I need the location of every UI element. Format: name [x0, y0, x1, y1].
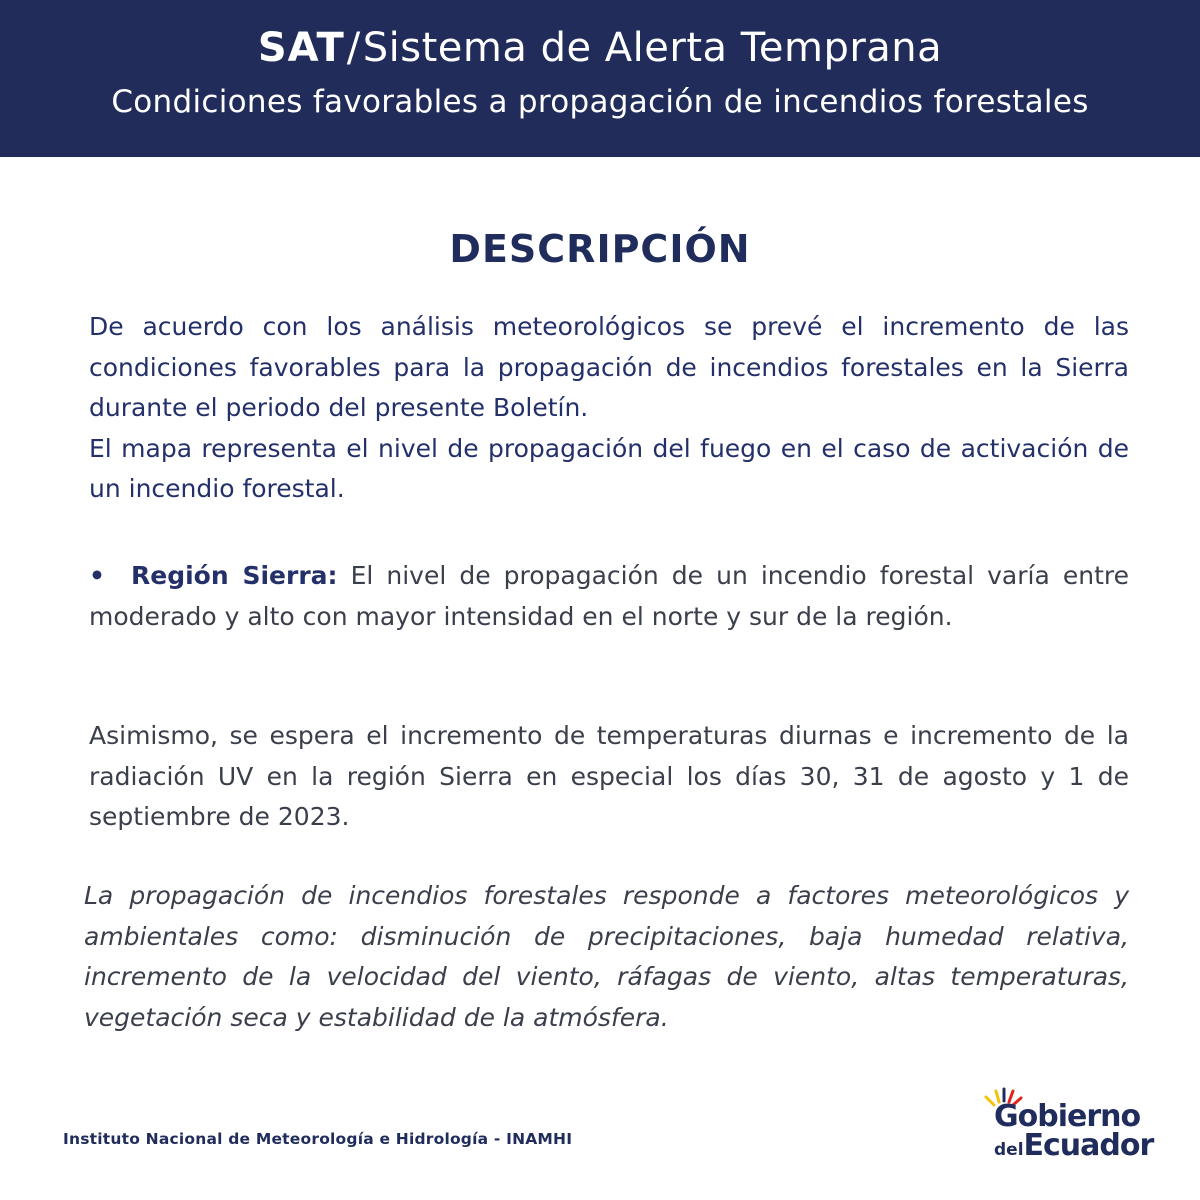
section-title: DESCRIPCIÓN	[449, 227, 751, 271]
logo-text-ecuador-word: Ecuador	[1023, 1128, 1154, 1163]
temperature-paragraph: Asimismo, se espera el incremento de temperaturas diurnas e incremento de la radiación UV en la región Sierra en especial los días 30, 31 de agosto y 1 de septiembre de 2023.	[89, 721, 1129, 831]
region-text: El nivel de propagación de un incendio forestal varía entre moderado y alto con mayor intensidad en el norte y sur de la región.	[89, 561, 1129, 631]
region-label: Región Sierra:	[131, 561, 338, 590]
logo-text-del: del	[994, 1140, 1024, 1160]
intro-paragraph	[89, 307, 1129, 510]
logo-text-gobierno: Gobierno	[994, 1099, 1141, 1134]
region-bullet	[89, 556, 1129, 637]
header-title	[0, 24, 1200, 72]
footer-institute: Instituto Nacional de Meteorología e Hidrología - INAMHI	[63, 1130, 573, 1148]
header-banner	[0, 0, 1200, 157]
intro-text-1: De acuerdo con los análisis meteorológicos se prevé el incremento de las condiciones favorables para la propagación de incendios forestales en la Sierra durante el periodo del presente Boletín.	[89, 312, 1129, 422]
logo-text-ecuador	[994, 1129, 1153, 1167]
intro-text-2: El mapa representa el nivel de propagación del fuego en el caso de activación de un incendio forestal.	[89, 433, 1129, 503]
factors-paragraph: La propagación de incendios forestales responde a factores meteorológicos y ambientales como: disminución de precipitaciones, baja humedad relativa, incremento de la velocidad del viento, ráfagas de viento, altas temperaturas, vegetación seca y estabilidad de la atmósfera.	[84, 881, 1129, 1032]
system-name: Sistema de Alerta Temprana	[362, 25, 943, 71]
gobierno-ecuador-logo	[982, 1083, 1152, 1173]
sat-acronym: SAT	[257, 25, 345, 71]
bullet-icon: •	[89, 561, 105, 590]
title-slash: /	[346, 25, 361, 71]
header-subtitle: Condiciones favorables a propagación de incendios forestales	[111, 84, 1089, 120]
